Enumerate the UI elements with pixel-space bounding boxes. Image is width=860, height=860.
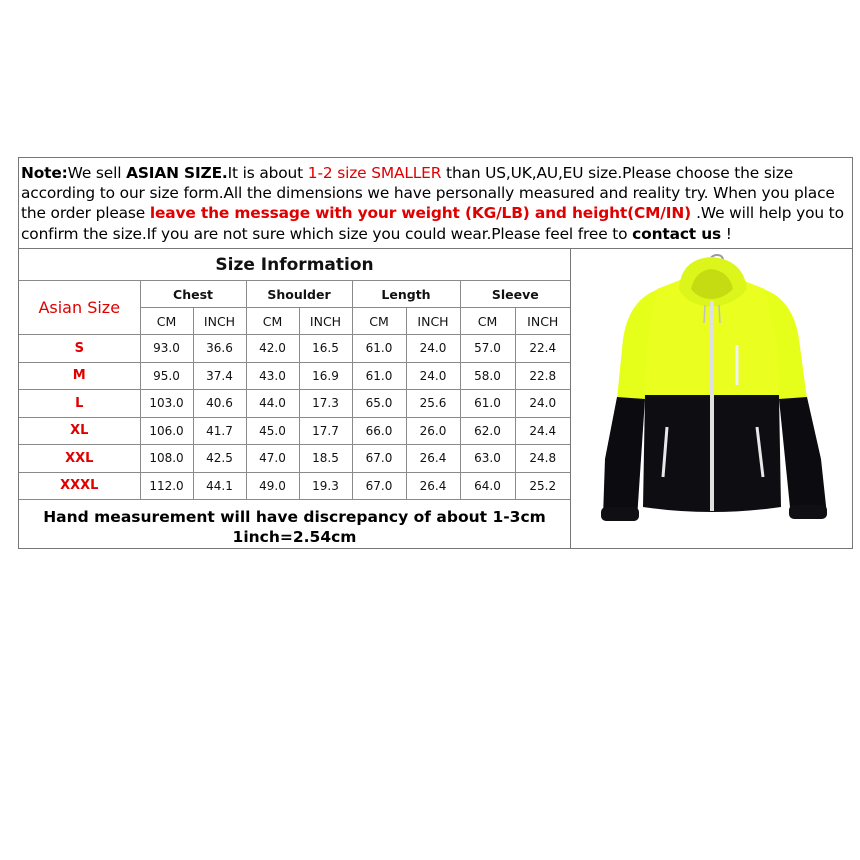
unit-header: INCH (515, 308, 570, 335)
size-label: XXXL (19, 472, 140, 500)
table-cell: 24.0 (515, 390, 570, 418)
table-cell: 26.0 (406, 417, 460, 445)
table-cell: 17.3 (299, 390, 352, 418)
table-cell: 22.8 (515, 362, 570, 390)
table-cell: 24.4 (515, 417, 570, 445)
group-header-length: Length (352, 281, 460, 308)
size-note (19, 158, 852, 249)
asian-size-header: Asian Size (19, 281, 140, 335)
table-cell: 18.5 (299, 445, 352, 473)
table-row (19, 390, 570, 418)
table-cell: 42.0 (246, 335, 299, 363)
inch-conversion-note: 1inch=2.54cm (232, 528, 357, 546)
table-row (19, 335, 570, 363)
table-cell: 67.0 (352, 445, 406, 473)
unit-header: INCH (406, 308, 460, 335)
table-cell: 16.9 (299, 362, 352, 390)
table-cell: 37.4 (193, 362, 246, 390)
size-table-box (19, 249, 570, 548)
unit-header: CM (140, 308, 193, 335)
table-cell: 95.0 (140, 362, 193, 390)
size-label: L (19, 390, 140, 418)
table-row (19, 362, 570, 390)
note-contact-us: contact us (632, 224, 722, 243)
note-text-2: It is about (227, 164, 308, 182)
table-cell: 58.0 (460, 362, 515, 390)
table-cell: 61.0 (352, 362, 406, 390)
size-label: XL (19, 417, 140, 445)
drawcord-left (704, 305, 705, 323)
jacket-image-panel (570, 249, 852, 548)
size-chart-frame (18, 157, 853, 549)
measurement-footer (19, 507, 570, 547)
table-cell: 41.7 (193, 417, 246, 445)
group-header-sleeve: Sleeve (460, 281, 570, 308)
table-cell: 64.0 (460, 472, 515, 500)
note-asian-size: ASIAN SIZE. (126, 164, 228, 182)
table-cell: 65.0 (352, 390, 406, 418)
table-cell: 45.0 (246, 417, 299, 445)
note-text-1: We sell (67, 164, 127, 182)
note-text-3: than US,UK,AU,EU size.Please choose the size according to our size form.All the dimensions we have personally measured and reality try. When you place the order please (21, 164, 835, 223)
table-cell: 25.6 (406, 390, 460, 418)
discrepancy-note: Hand measurement will have discrepancy of about 1-3cm (43, 508, 546, 526)
table-cell: 66.0 (352, 417, 406, 445)
note-text-5: ! (721, 224, 732, 243)
table-cell: 108.0 (140, 445, 193, 473)
table-cell: 103.0 (140, 390, 193, 418)
jacket-image (571, 249, 851, 546)
table-cell: 63.0 (460, 445, 515, 473)
unit-header: CM (246, 308, 299, 335)
note-text-4: .We will help you to confirm the size.If you are not sure which size you could wear.Please feel free to (21, 204, 844, 243)
note-label: Note: (21, 164, 68, 182)
table-cell: 36.6 (193, 335, 246, 363)
table-cell: 112.0 (140, 472, 193, 500)
table-cell: 67.0 (352, 472, 406, 500)
table-cell: 40.6 (193, 390, 246, 418)
table-cell: 43.0 (246, 362, 299, 390)
table-cell: 44.0 (246, 390, 299, 418)
drawcord-right (719, 305, 720, 323)
table-cell: 106.0 (140, 417, 193, 445)
table-cell: 26.4 (406, 472, 460, 500)
table-cell: 26.4 (406, 445, 460, 473)
group-header-chest: Chest (140, 281, 246, 308)
table-cell: 49.0 (246, 472, 299, 500)
note-leave-message: leave the message with your weight (KG/LB) and height(CM/IN) (149, 204, 697, 223)
table-cell: 47.0 (246, 445, 299, 473)
left-sleeve-bottom (603, 397, 645, 519)
unit-header: CM (352, 308, 406, 335)
left-cuff (601, 507, 639, 521)
table-cell: 57.0 (460, 335, 515, 363)
table-cell: 62.0 (460, 417, 515, 445)
group-header-shoulder: Shoulder (246, 281, 352, 308)
size-label: S (19, 335, 140, 363)
unit-header: CM (460, 308, 515, 335)
table-row (19, 417, 570, 445)
table-cell: 16.5 (299, 335, 352, 363)
table-cell: 61.0 (352, 335, 406, 363)
table-row (19, 445, 570, 473)
table-row (19, 472, 570, 500)
table-cell: 17.7 (299, 417, 352, 445)
table-cell: 25.2 (515, 472, 570, 500)
unit-header: INCH (193, 308, 246, 335)
table-cell: 44.1 (193, 472, 246, 500)
unit-header: INCH (299, 308, 352, 335)
size-table-title: Size Information (19, 249, 570, 281)
table-cell: 19.3 (299, 472, 352, 500)
table-cell: 24.0 (406, 335, 460, 363)
table-cell: 42.5 (193, 445, 246, 473)
size-label: XXL (19, 445, 140, 473)
size-table (19, 249, 570, 500)
table-cell: 24.0 (406, 362, 460, 390)
note-smaller-warning: 1-2 size SMALLER (307, 164, 442, 182)
size-label: M (19, 362, 140, 390)
right-cuff (789, 505, 827, 519)
table-cell: 22.4 (515, 335, 570, 363)
table-cell: 93.0 (140, 335, 193, 363)
right-sleeve-bottom (779, 397, 827, 517)
table-cell: 24.8 (515, 445, 570, 473)
table-cell: 61.0 (460, 390, 515, 418)
